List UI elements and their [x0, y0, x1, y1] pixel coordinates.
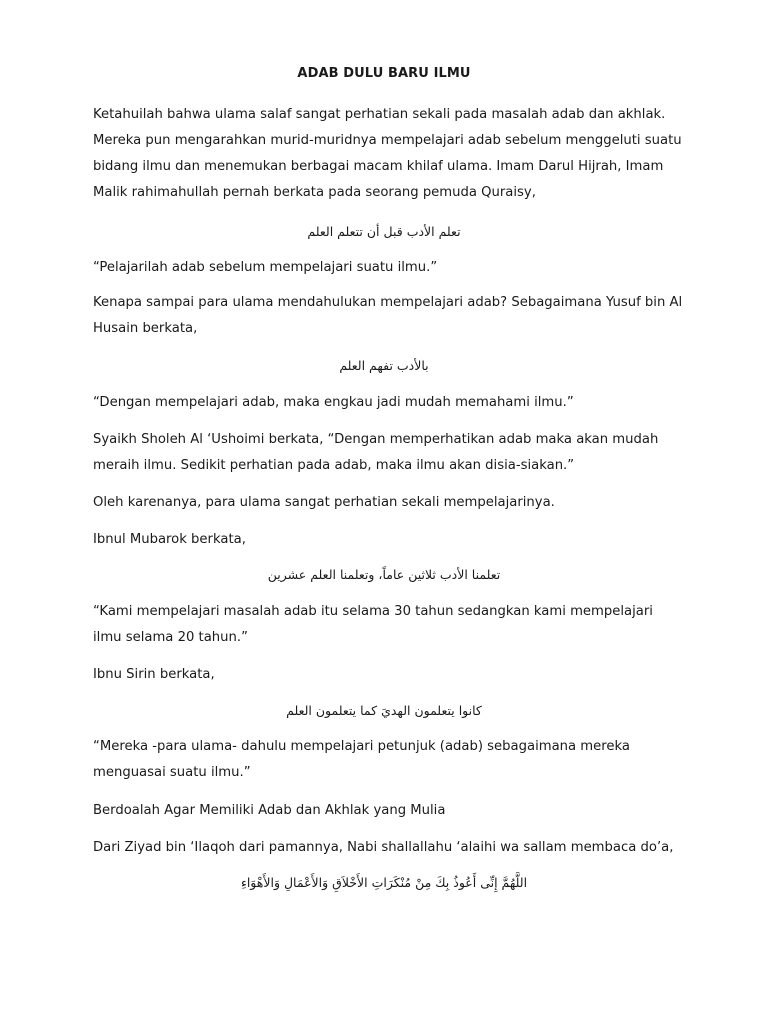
arabic-quote-sirin: كانوا يتعلمون الهديَ كما يتعلمون العلم — [286, 703, 482, 718]
paragraph-ziyad: Dari Ziyad bin ‘Ilaqoh dari pamannya, Nabi shallallahu ‘alaihi wa sallam membaca do’a, — [93, 840, 674, 855]
paragraph-translation-sirin: “Mereka -para ulama- dahulu mempelajari petunjuk (adab) sebagaimana mereka menguasai suatu ilmu.” — [93, 739, 630, 780]
paragraph-translation-yusuf: “Dengan mempelajari adab, maka engkau jadi mudah memahami ilmu.” — [93, 395, 574, 410]
paragraph-translation-malik: “Pelajarilah adab sebelum mempelajari suatu ilmu.” — [93, 260, 438, 275]
paragraph-ushoimi: Syaikh Sholeh Al ‘Ushoimi berkata, “Dengan memperhatikan adab maka akan mudah meraih ilmu. Sedikit perhatian pada adab, maka ilmu akan disia-siakan.” — [93, 432, 659, 473]
arabic-quote-malik: تعلم الأدب قبل أن تتعلم العلم — [307, 224, 461, 239]
paragraph-intro: Ketahuilah bahwa ulama salaf sangat perhatian sekali pada masalah adab dan akhlak. Mereka pun mengarahkan murid-muridnya mempelajari adab sebelum menggeluti suatu bidang ilmu dan menemukan berbagai macam khilaf ulama. Imam Darul Hijrah, Imam Malik rahimahullah pernah berkata pada seorang pemuda Quraisy, — [93, 107, 682, 200]
paragraph-karenanya: Oleh karenanya, para ulama sangat perhatian sekali mempelajarinya. — [93, 495, 555, 510]
arabic-quote-yusuf: بالأدب تفهم العلم — [339, 358, 429, 373]
paragraph-translation-mubarok: “Kami mempelajari masalah adab itu selama 30 tahun sedangkan kami mempelajari ilmu selama 20 tahun.” — [93, 604, 653, 645]
paragraph-yusuf: Kenapa sampai para ulama mendahulukan mempelajari adab? Sebagaimana Yusuf bin Al Husain berkata, — [93, 295, 683, 336]
paragraph-sirin: Ibnu Sirin berkata, — [93, 667, 215, 682]
paragraph-mubarok: Ibnul Mubarok berkata, — [93, 532, 246, 547]
arabic-doa: اللَّهُمَّ إِنِّى أَعُوذُ بِكَ مِنْ مُنْكَرَاتِ الأَخْلاَقِ وَالأَعْمَالِ وَالأَهْوَاءِ — [240, 875, 528, 890]
document-title: ADAB DULU BARU ILMU — [297, 66, 471, 81]
arabic-quote-mubarok: تعلمنا الأدب ثلاثين عاماً، وتعلمنا العلم عشرين — [267, 567, 501, 582]
paragraph-heading-doa: Berdoalah Agar Memiliki Adab dan Akhlak yang Mulia — [93, 803, 446, 818]
